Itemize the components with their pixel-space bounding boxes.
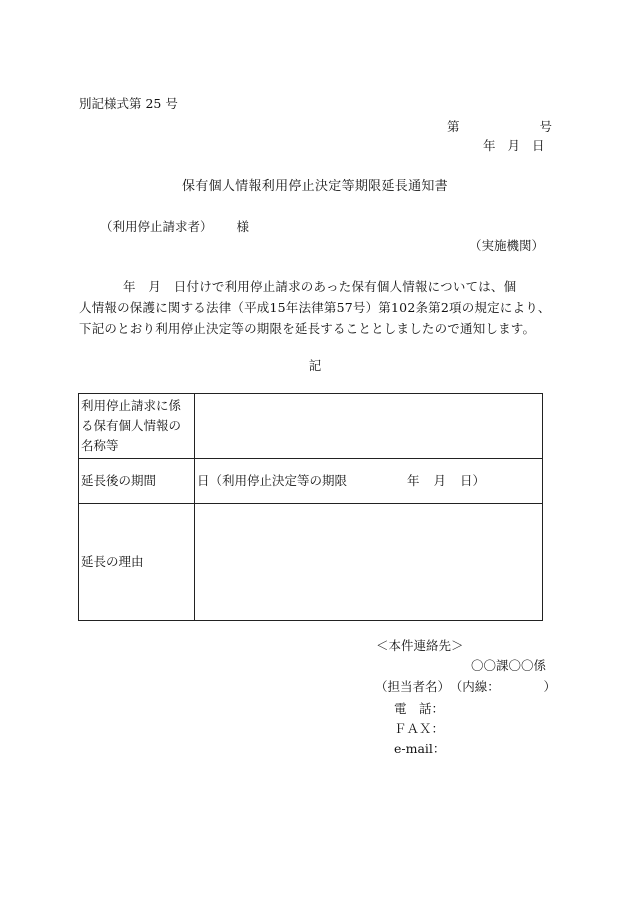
contact-section: 〇〇課〇〇係 bbox=[471, 658, 547, 673]
date-month: 月 bbox=[507, 138, 521, 153]
table-row-extension-reason bbox=[79, 504, 543, 621]
notice-body bbox=[79, 276, 554, 339]
body-line-3: 下記のとおり利用停止決定等の期限を延長することとしましたので通知します。 bbox=[79, 321, 536, 336]
date-day: 日 bbox=[532, 138, 545, 153]
personal-info-name-label bbox=[79, 394, 195, 459]
email-label: e-mail： bbox=[394, 741, 446, 756]
body-line-1: 年 月 日付けで利用停止請求のあった保有個人情報については、個 bbox=[123, 279, 517, 294]
extension-reason-value bbox=[195, 504, 543, 621]
contact-fax bbox=[394, 721, 444, 736]
table-row-personal-info-name bbox=[79, 394, 543, 459]
personal-info-name-label-line-2: る保有個人情報の bbox=[81, 418, 182, 433]
extended-period-label: 延長後の期間 bbox=[79, 459, 195, 504]
fax-label: ＦＡＸ： bbox=[394, 721, 445, 736]
personal-info-name-label-line-1: 利用停止請求に係 bbox=[81, 398, 182, 413]
body-line-2: 人情報の保護に関する法律（平成15年法律第57号）第102条第2項の規定により、 bbox=[79, 300, 551, 315]
addressee-honorific: 様 bbox=[236, 219, 250, 234]
extension-details-table bbox=[78, 393, 543, 621]
extended-period-day: 日） bbox=[460, 473, 486, 488]
contact-extension: （内線： ） bbox=[456, 679, 557, 694]
ki-heading: 記 bbox=[308, 358, 322, 373]
extension-reason-label: 延長の理由 bbox=[79, 504, 195, 621]
personal-info-name-value bbox=[195, 394, 543, 459]
form-number: 別記様式第 25 号 bbox=[79, 96, 178, 111]
extended-period-value bbox=[195, 459, 543, 504]
document-number-prefix: 第 bbox=[447, 119, 460, 134]
extended-period-prefix: 日（利用停止決定等の期限 bbox=[197, 473, 348, 488]
extended-period-year: 年 bbox=[407, 473, 420, 488]
extended-period-month: 月 bbox=[433, 473, 447, 488]
addressee-name: （利用停止請求者） bbox=[100, 219, 213, 234]
issue-date bbox=[483, 138, 545, 153]
contact-telephone bbox=[394, 701, 444, 716]
date-year: 年 bbox=[483, 138, 496, 153]
contact-person bbox=[375, 679, 556, 694]
table-row-extended-period bbox=[79, 459, 543, 504]
document-title: 保有個人情報利用停止決定等期限延長通知書 bbox=[181, 179, 448, 194]
contact-heading: ＜本件連絡先＞ bbox=[376, 638, 464, 653]
document-number bbox=[447, 119, 552, 134]
personal-info-name-label-line-3: 名称等 bbox=[81, 438, 119, 453]
telephone-label: 電 話： bbox=[394, 701, 445, 716]
contact-email bbox=[394, 741, 445, 756]
contact-person-label: （担当者名） bbox=[375, 679, 451, 694]
issuing-agency: （実施機関） bbox=[468, 238, 544, 253]
addressee bbox=[100, 219, 249, 234]
document-number-suffix: 号 bbox=[539, 119, 553, 134]
